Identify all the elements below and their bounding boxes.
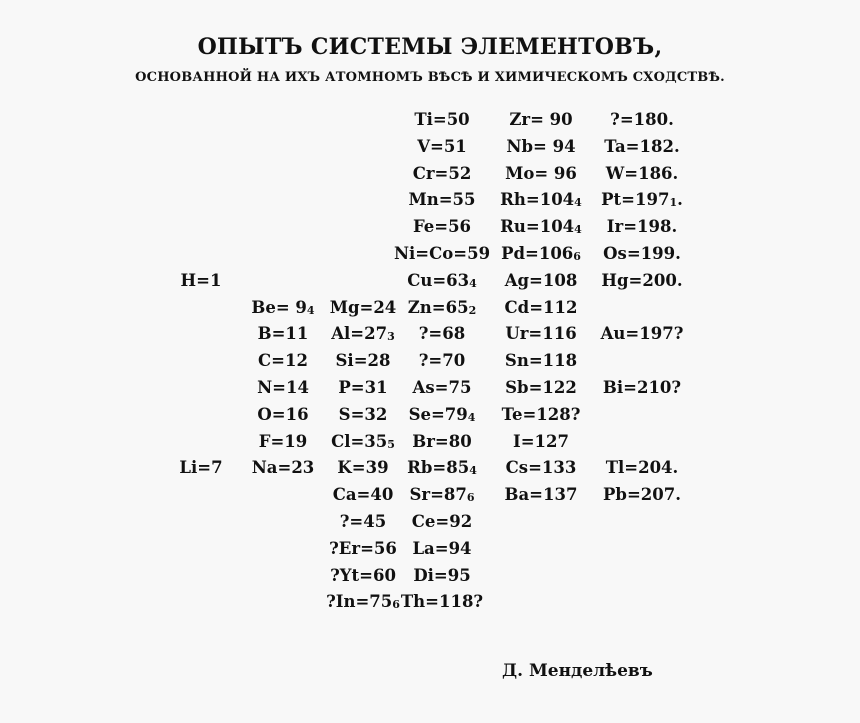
element-entry: $Pt=197_1$. xyxy=(601,190,683,210)
element-entry: Cr=52 xyxy=(412,163,472,183)
element-entry: $Se=79_4$ xyxy=(408,404,476,424)
element-entry: Sn=118 xyxy=(504,351,578,371)
element-entry: Ti=50 xyxy=(414,110,470,129)
element-entry: Ta=182. xyxy=(604,136,680,156)
element-entry: ?=45 xyxy=(339,512,387,531)
element-entry: Si=28 xyxy=(335,351,391,371)
signature: Д. Менделѣевъ xyxy=(502,661,653,681)
element-entry: Li=7 xyxy=(179,458,223,478)
element-entry: O=16 xyxy=(257,404,309,424)
element-entry: ?=68 xyxy=(418,324,466,344)
element-entry: Os=199. xyxy=(603,244,681,263)
element-entry: Zr= 90 xyxy=(509,110,573,129)
element-entry: $Sr=87_6$ xyxy=(409,485,475,505)
element-entry: Bi=210? xyxy=(602,378,682,397)
element-entry: Te=128? xyxy=(501,404,581,424)
element-entry: N=14 xyxy=(257,378,309,397)
element-entry: Mo= 96 xyxy=(505,163,577,183)
element-entry: ?=70 xyxy=(418,351,466,371)
element-entry: Au=197? xyxy=(600,324,684,344)
element-entry: $?In=75_6$ xyxy=(326,592,400,612)
page-title: ОПЫТЪ СИСТЕМЫ ЭЛЕМЕНТОВЪ, xyxy=(197,34,663,60)
element-entry: $Rh=104_4$ xyxy=(500,190,582,210)
element-entry: K=39 xyxy=(337,458,389,478)
element-entry: I=127 xyxy=(513,431,569,451)
element-entry: Ce=92 xyxy=(411,512,473,531)
element-entry: $Cu=63_4$ xyxy=(407,270,477,290)
element-entry: ?=180. xyxy=(610,110,674,129)
element-entry: W=186. xyxy=(605,163,679,183)
element-entry: Hg=200. xyxy=(601,270,683,290)
element-entry: ?Er=56 xyxy=(329,538,397,558)
element-entry: $Pd=106_6$ xyxy=(501,244,581,263)
element-entry: Mn=55 xyxy=(408,190,476,210)
element-entry: $Zn=65_2$ xyxy=(407,297,477,317)
element-entry: Di=95 xyxy=(413,565,471,585)
element-entry: Cd=112 xyxy=(504,297,578,317)
element-entry: Cs=133 xyxy=(505,458,577,478)
element-entry: Pb=207. xyxy=(603,485,681,505)
element-entry: H=1 xyxy=(180,270,222,290)
page-subtitle: ОСНОВАННОЙ НА ИХЪ АТОМНОМЪ ВѢСѢ И ХИМИЧЕСКОМЪ СХОДСТВѢ. xyxy=(135,70,725,85)
element-entry: Nb= 94 xyxy=(506,136,576,156)
element-entry: S=32 xyxy=(338,404,388,424)
element-entry: C=12 xyxy=(258,351,308,371)
element-entry: ?Yt=60 xyxy=(330,565,396,585)
element-entry: P=31 xyxy=(338,378,388,397)
element-entry: La=94 xyxy=(412,538,472,558)
element-entry: Ir=198. xyxy=(606,217,678,237)
element-entry: Ni=Co=59 xyxy=(393,244,491,263)
element-entry: Th=118? xyxy=(400,592,484,612)
element-entry: Tl=204. xyxy=(605,458,679,478)
element-entry: $Al=27_3$ xyxy=(331,324,395,344)
element-entry: Ur=116 xyxy=(505,324,577,344)
element-entry: $Rb=85_4$ xyxy=(407,458,477,478)
element-entry: B=11 xyxy=(257,324,309,344)
element-entry: V=51 xyxy=(417,136,467,156)
element-entry: $Ru=104_4$ xyxy=(500,217,582,237)
element-entry: F=19 xyxy=(258,431,308,451)
element-entry: As=75 xyxy=(412,378,472,397)
element-entry: Ca=40 xyxy=(332,485,394,505)
element-entry: Ba=137 xyxy=(504,485,578,505)
element-entry: Sb=122 xyxy=(505,378,577,397)
element-entry: Fe=56 xyxy=(412,217,472,237)
element-entry: Na=23 xyxy=(251,458,315,478)
element-entry: Ag=108 xyxy=(504,270,578,290)
element-entry: Br=80 xyxy=(412,431,472,451)
element-entry: $Be= 9_4$ xyxy=(251,297,315,317)
element-entry: Mg=24 xyxy=(329,297,397,317)
element-entry: $Cl=35_5$ xyxy=(331,431,395,451)
